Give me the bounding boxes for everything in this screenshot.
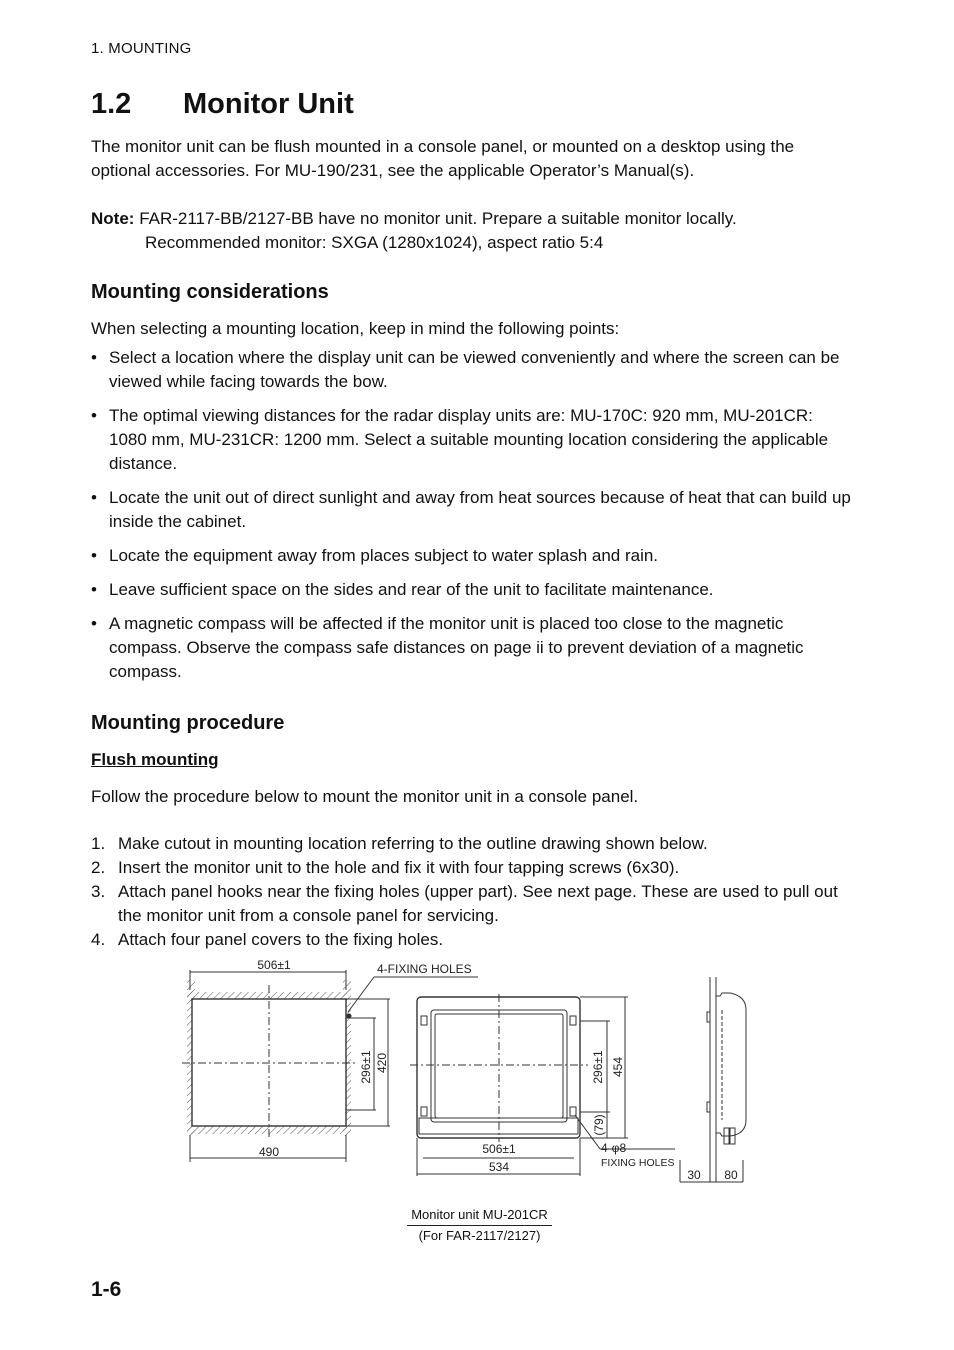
list-item: • A magnetic compass will be affected if the monitor unit is placed too close to the magnetic compass. Observe the compass safe distances on page ii to prevent deviation of a magnetic compass.: [91, 612, 851, 684]
procedure-lead: Follow the procedure below to mount the monitor unit in a console panel.: [91, 787, 639, 806]
side-depth-1-label: 30: [687, 1168, 701, 1182]
list-item: • Locate the equipment away from places subject to water splash and rain.: [91, 544, 851, 568]
fixing-holes-label: 4-FIXING HOLES: [377, 962, 472, 976]
step-number: 2.: [91, 858, 106, 877]
front-width-label: 534: [488, 1160, 510, 1174]
side-depth-2-label: 80: [724, 1168, 738, 1182]
step-text: Attach four panel covers to the fixing holes.: [118, 930, 444, 949]
cutout-bottom-label: 490: [258, 1145, 280, 1159]
step-number: 1.: [91, 834, 106, 853]
step-item: [91, 856, 851, 880]
list-item: • Locate the unit out of direct sunlight and away from heat sources because of heat that can build up inside the cabinet.: [91, 486, 851, 534]
note-line-2: Recommended monitor: SXGA (1280x1024), aspect ratio 5:4: [145, 233, 604, 252]
front-offset-label: (79): [592, 1114, 606, 1136]
step-text: Insert the monitor unit to the hole and fix it with four tapping screws (6x30).: [118, 858, 680, 877]
cutout-height-label: 420: [375, 1052, 389, 1074]
list-item: • Leave sufficient space on the sides and rear of the unit to facilitate maintenance.: [91, 578, 851, 602]
hole-spec-label: 4-φ8: [601, 1141, 627, 1155]
section-title: [91, 88, 354, 121]
procedure-heading: Mounting procedure: [91, 712, 285, 734]
step-item: [91, 832, 851, 856]
hole-label: FIXING HOLES: [601, 1157, 675, 1169]
step-text: Attach panel hooks near the fixing holes (upper part). See next page. These are used to pull out the monitor unit from a console panel for servicing.: [118, 882, 838, 925]
side-view: [680, 977, 746, 1182]
considerations-lead: When selecting a mounting location, keep in mind the following points:: [91, 319, 620, 338]
front-height-tol-label: 296±1: [591, 1050, 605, 1084]
cutout-width-label: 506±1: [257, 958, 291, 972]
page-number: 1-6: [91, 1278, 122, 1301]
step-number: 4.: [91, 930, 106, 949]
step-text: Make cutout in mounting location referring to the outline drawing shown below.: [118, 834, 708, 853]
front-height-label: 454: [611, 1056, 625, 1078]
running-head: 1. MOUNTING: [91, 40, 192, 57]
section-title-text: Monitor Unit: [183, 88, 354, 120]
flush-mounting-heading: Flush mounting: [91, 750, 219, 769]
section-number: 1.2: [91, 88, 132, 120]
list-item: • Select a location where the display unit can be viewed conveniently and where the screen can be viewed while facing towards the bow.: [91, 346, 851, 394]
intro-paragraph: The monitor unit can be flush mounted in a console panel, or mounted on a desktop using the optional accessories. For MU-190/231, see the applicable Operator’s Manual(s).: [91, 137, 795, 180]
note-line-1: FAR-2117-BB/2127-BB have no monitor unit. Prepare a suitable monitor locally.: [139, 209, 737, 228]
procedure-steps: [91, 832, 851, 952]
note: [91, 207, 851, 231]
note-label: Note:: [91, 209, 135, 228]
figure-caption: [397, 1205, 562, 1246]
front-width-tol-label: 506±1: [482, 1142, 516, 1156]
list-item: • The optimal viewing distances for the radar display units are: MU-170C: 920 mm, MU-201CR: 1080 mm, MU-231CR: 1200 mm. Select a suitable mounting location considering the applicable distance.: [91, 404, 851, 476]
front-view: [410, 994, 675, 1176]
step-item: [91, 880, 851, 928]
cutout-view: [182, 958, 478, 1162]
caption-line-1: Monitor unit MU-201CR: [407, 1205, 552, 1226]
cutout-height-tol-label: 296±1: [359, 1050, 373, 1084]
caption-line-2: (For FAR-2117/2127): [418, 1228, 541, 1243]
outline-drawing: [170, 950, 760, 1195]
considerations-list: [91, 346, 851, 694]
step-number: 3.: [91, 882, 106, 901]
step-item: [91, 928, 851, 952]
considerations-heading: Mounting considerations: [91, 281, 329, 303]
